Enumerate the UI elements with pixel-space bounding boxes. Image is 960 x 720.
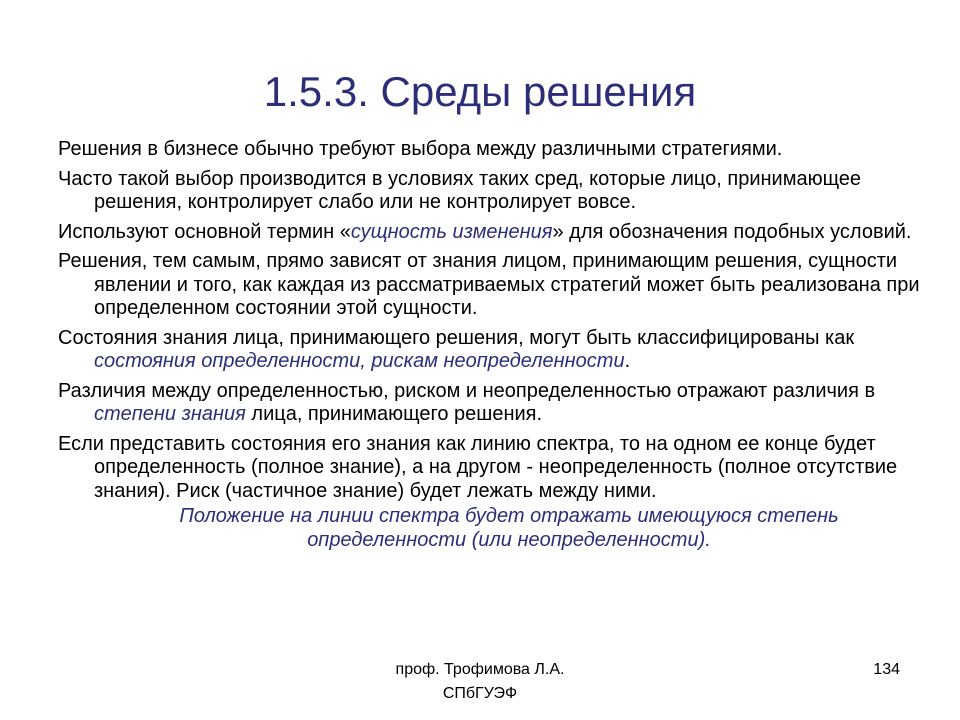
paragraph-text-after: . bbox=[624, 350, 631, 372]
slide-title: 1.5.3. Среды решения bbox=[263, 68, 697, 115]
paragraph-differences bbox=[58, 380, 920, 427]
footer-author bbox=[330, 658, 630, 706]
paragraph-text-after: » для обозначения подобных условий. bbox=[552, 220, 912, 243]
slide-body bbox=[58, 138, 920, 552]
author-name: проф. Трофимова Л.А. bbox=[395, 661, 565, 678]
paragraph-change-essence-term bbox=[58, 221, 920, 245]
author-institution: СПбГУЭФ bbox=[442, 685, 518, 702]
highlight-change-essence: сущность изменения bbox=[350, 220, 553, 243]
paragraph-business-decisions: Решения в бизнесе обычно требуют выбора между различными стратегиями. bbox=[58, 138, 783, 160]
paragraph-decision-dependency: Решения, тем самым, прямо зависят от знания лицом, принимающим решения, сущности явлении и того, как каждая из рассматриваемых стратегий может быть реализована при определенном состоянии этой сущности. bbox=[58, 250, 920, 319]
paragraph-text-before: Состояния знания лица, принимающего решения, могут быть классифицированы как bbox=[58, 326, 855, 349]
page-number: 134 bbox=[873, 661, 900, 678]
paragraph-spectrum: Если представить состояния его знания как линию спектра, то на одном ее конце будет определенность (полное знание), а на другом - неопределенность (полное отсутствие знания). Риск (частичное знание) будет лежать между ними. bbox=[58, 432, 898, 502]
paragraph-uncontrolled-environments: Часто такой выбор производится в условиях таких сред, которые лицо, принимающее решения, контролирует слабо или не контролирует вовсе. bbox=[58, 167, 862, 213]
highlight-certainty-states: состояния определенности, рискам неопределенности bbox=[94, 350, 625, 372]
conclusion-text: Положение на линии спектра будет отражать имеющуюся степень определенности (или неопределенности). bbox=[179, 505, 839, 551]
paragraph-text-before: Различия между определенностью, риском и неопределенностью отражают различия в bbox=[58, 379, 876, 402]
paragraph-text-after: лица, принимающего решения. bbox=[245, 403, 543, 425]
paragraph-text-before: Используют основной термин « bbox=[58, 220, 351, 243]
highlight-knowledge-degree: степени знания bbox=[94, 403, 246, 425]
paragraph-knowledge-states bbox=[58, 327, 920, 374]
